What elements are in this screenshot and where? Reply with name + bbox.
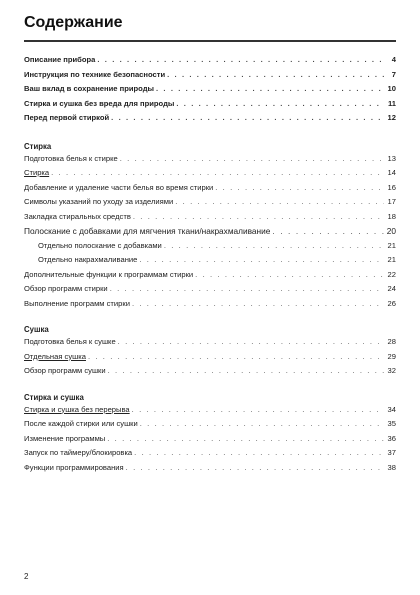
- toc-entry-label: Добавление и удаление части белья во время стирки: [24, 182, 214, 192]
- toc-entry[interactable]: [24, 337, 396, 352]
- leader-dots: [156, 84, 384, 93]
- toc-entry[interactable]: [24, 448, 396, 463]
- leader-dots: [134, 448, 384, 457]
- toc-entry-label: Ваш вклад в сохранение природы: [24, 84, 154, 93]
- toc-entry[interactable]: [24, 366, 396, 381]
- toc-entry-label: Обзор программ стирки: [24, 284, 108, 293]
- toc-entry[interactable]: [24, 419, 396, 434]
- toc-entry[interactable]: [24, 270, 396, 285]
- leader-dots: [140, 419, 384, 428]
- leader-dots: [215, 183, 384, 192]
- leader-dots: [108, 366, 384, 375]
- toc-entry-safety[interactable]: [24, 70, 396, 85]
- toc-entry[interactable]: [24, 463, 396, 478]
- toc-entry-page: 37: [387, 448, 396, 457]
- leader-dots: [132, 405, 384, 414]
- leader-dots: [110, 284, 384, 293]
- toc-entry[interactable]: [24, 154, 396, 169]
- toc-entry[interactable]: [24, 183, 396, 198]
- toc-entry-label: Отдельно полоскание с добавками: [38, 240, 162, 250]
- toc-entry-page: 11: [387, 98, 396, 108]
- toc-entry-label: Запуск по таймеру/блокировка: [24, 448, 133, 457]
- toc-entry-page: 4: [391, 55, 396, 64]
- toc-entry-page: 13: [387, 153, 396, 163]
- toc-entry[interactable]: [24, 299, 396, 314]
- toc-entry-label: Стирка и сушка без вреда для природы: [24, 98, 175, 108]
- toc-entry-label: Обзор программ сушки: [24, 366, 106, 375]
- leader-dots: [164, 241, 384, 250]
- toc-entry-page: 26: [387, 298, 396, 308]
- leader-dots: [175, 197, 384, 206]
- leader-dots: [133, 212, 384, 221]
- leader-dots: [272, 226, 384, 236]
- toc-entry-page: 7: [391, 69, 396, 79]
- toc-entry-label: Изменение программы: [24, 433, 106, 443]
- toc-entry-page: 32: [387, 366, 396, 375]
- toc-entry-label: Полоскание с добавками для мягчения ткани/накрахмаливание: [24, 226, 271, 236]
- toc-entry[interactable]: [24, 241, 396, 256]
- page-number: 2: [24, 572, 29, 581]
- toc-entry[interactable]: [24, 212, 396, 227]
- toc-entry[interactable]: [24, 168, 396, 183]
- leader-dots: [88, 352, 384, 361]
- leader-dots: [111, 113, 384, 122]
- toc-entry-label: Символы указаний по уходу за изделиями: [24, 197, 174, 206]
- toc-entry-label: Стирка и сушка без перерыва: [24, 404, 130, 414]
- toc-entry-description[interactable]: [24, 55, 396, 70]
- toc-entry-page: 35: [387, 419, 396, 428]
- toc-entry[interactable]: [24, 226, 396, 241]
- toc-entry-page: 36: [387, 433, 396, 443]
- toc-entry-page: 17: [387, 197, 396, 206]
- toc-entry-page: 22: [387, 269, 396, 279]
- toc-entry-label: Перед первой стиркой: [24, 113, 110, 122]
- toc-entry[interactable]: [24, 255, 396, 270]
- leader-dots: [195, 270, 384, 279]
- page-title: Содержание: [24, 14, 123, 31]
- toc-entry[interactable]: [24, 352, 396, 367]
- title-divider: [24, 40, 396, 42]
- table-of-contents: [24, 55, 396, 477]
- toc-entry-page: 21: [387, 255, 396, 264]
- toc-entry-environment[interactable]: [24, 84, 396, 99]
- toc-entry-label: Дополнительные функции к программам стирки: [24, 269, 194, 279]
- toc-entry-page: 10: [387, 84, 396, 93]
- toc-entry[interactable]: [24, 284, 396, 299]
- toc-entry-page: 29: [387, 351, 396, 361]
- toc-entry-label: Описание прибора: [24, 55, 96, 64]
- section-heading-washing-drying: Стирка и сушка: [24, 392, 84, 402]
- leader-dots: [97, 55, 384, 64]
- leader-dots: [120, 154, 384, 163]
- leader-dots: [107, 434, 384, 443]
- section-heading-drying: Сушка: [24, 325, 49, 334]
- toc-entry-label: Отдельная сушка: [24, 351, 86, 361]
- toc-entry[interactable]: [24, 434, 396, 449]
- toc-entry-label: Стирка: [24, 168, 50, 177]
- leader-dots: [176, 99, 384, 108]
- toc-entry-first-wash[interactable]: [24, 113, 396, 128]
- toc-entry-label: Отдельно накрахмаливание: [38, 255, 138, 264]
- toc-entry-label: Выполнение программ стирки: [24, 298, 130, 308]
- toc-entry-label: Подготовка белья к стирке: [24, 153, 118, 163]
- toc-entry-label: Закладка стиральных средств: [24, 211, 131, 221]
- leader-dots: [118, 337, 384, 346]
- toc-entry-page: 34: [387, 404, 396, 414]
- toc-entry-label: Функции программирования: [24, 462, 124, 472]
- leader-dots: [132, 299, 384, 308]
- toc-entry-label: Подготовка белья к сушке: [24, 337, 116, 346]
- section-heading-washing: Стирка: [24, 141, 52, 151]
- toc-entry-page: 20: [386, 226, 396, 236]
- leader-dots: [167, 70, 384, 79]
- leader-dots: [51, 168, 384, 177]
- toc-entry-page: 14: [387, 168, 396, 177]
- leader-dots: [126, 463, 384, 472]
- leader-dots: [139, 255, 384, 264]
- toc-entry-page: 18: [387, 211, 396, 221]
- toc-entry-page: 24: [387, 284, 396, 293]
- toc-entry[interactable]: [24, 405, 396, 420]
- toc-entry-label: Инструкция по технике безопасности: [24, 69, 166, 79]
- toc-entry-page: 21: [387, 240, 396, 250]
- toc-entry-page: 38: [387, 462, 396, 472]
- toc-entry-page: 16: [387, 182, 396, 192]
- toc-entry-page: 28: [387, 337, 396, 346]
- toc-entry-eco-washing[interactable]: [24, 99, 396, 114]
- toc-entry[interactable]: [24, 197, 396, 212]
- toc-entry-label: После каждой стирки или сушки: [24, 419, 138, 428]
- toc-entry-page: 12: [387, 113, 396, 122]
